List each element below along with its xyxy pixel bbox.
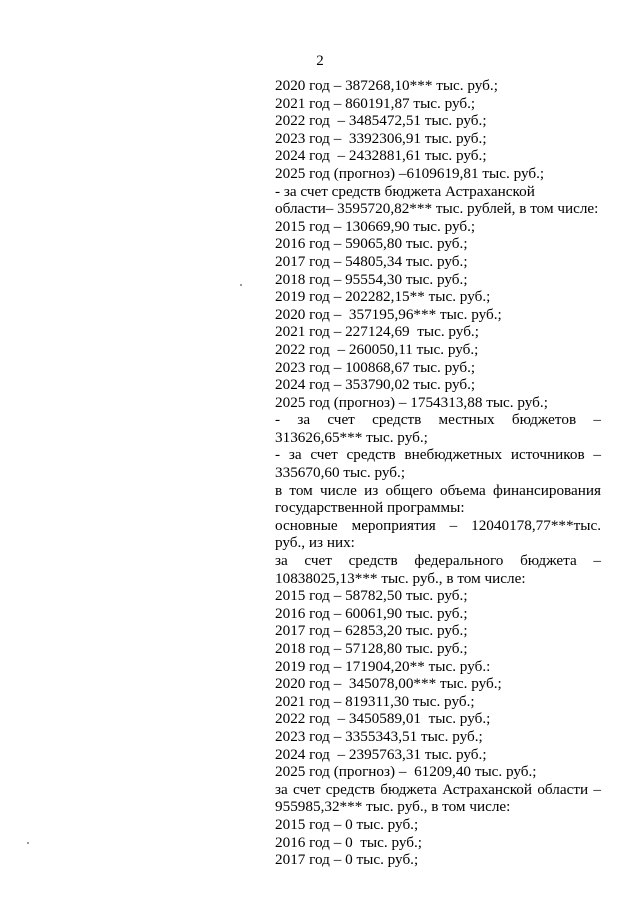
text-line: 2024 год – 2395763,31 тыс. руб.; (275, 745, 487, 763)
text-line: 2015 год – 130669,90 тыс. руб.; (275, 217, 476, 235)
financing-text-block (275, 77, 601, 869)
text-line: 2023 год – 3355343,51 тыс. руб.; (275, 727, 483, 745)
text-line: основные мероприятия – 12040178,77***тыс. (275, 516, 601, 534)
text-line: 2023 год – 3392306,91 тыс. руб.; (275, 129, 487, 147)
text-line: области– 3595720,82*** тыс. рублей, в том числе: (275, 200, 599, 218)
scan-speck (240, 284, 242, 286)
text-line: 2025 год (прогноз) – 1754313,88 тыс. руб.; (275, 393, 548, 411)
text-line: 2019 год – 171904,20** тыс. руб.: (275, 657, 491, 675)
text-line: - за счет средств внебюджетных источников – (275, 446, 601, 464)
text-line: 2017 год – 0 тыс. руб.; (275, 851, 419, 869)
text-line: 335670,60 тыс. руб.; (275, 464, 406, 482)
text-line: 955985,32*** тыс. руб., в том числе: (275, 798, 511, 816)
text-line: в том числе из общего объема финансирования (275, 481, 601, 499)
text-line: 10838025,13*** тыс. руб., в том числе: (275, 569, 526, 587)
text-line: 2016 год – 0 тыс. руб.; (275, 833, 422, 851)
text-line: 2015 год – 58782,50 тыс. руб.; (275, 587, 468, 605)
text-line: 2018 год – 95554,30 тыс. руб.; (275, 270, 468, 288)
text-line: руб., из них: (275, 534, 355, 552)
text-line: 2017 год – 62853,20 тыс. руб.; (275, 622, 468, 640)
text-line: 2024 год – 353790,02 тыс. руб.; (275, 376, 476, 394)
text-line: - за счет средств местных бюджетов – (275, 411, 601, 429)
text-line: 2022 год – 3450589,01 тыс. руб.; (275, 710, 491, 728)
text-line: 2020 год – 387268,10*** тыс. руб.; (275, 77, 498, 94)
text-line: 2020 год – 345078,00*** тыс. руб.; (275, 675, 502, 693)
text-line: 2016 год – 59065,80 тыс. руб.; (275, 235, 468, 253)
text-line: за счет средств федерального бюджета – (275, 552, 601, 570)
text-line: 2015 год – 0 тыс. руб.; (275, 815, 419, 833)
text-line: за счет средств бюджета Астраханской области – (275, 780, 601, 798)
text-line: 2021 год – 860191,87 тыс. руб.; (275, 94, 476, 112)
text-line: 2019 год – 202282,15** тыс. руб.; (275, 288, 491, 306)
text-line: 2024 год – 2432881,61 тыс. руб.; (275, 147, 487, 165)
text-line: 2018 год – 57128,80 тыс. руб.; (275, 640, 468, 657)
text-line: 2016 год – 60061,90 тыс. руб.; (275, 604, 468, 622)
text-line: 2022 год – 3485472,51 тыс. руб.; (275, 112, 487, 130)
text-line: 2022 год – 260050,11 тыс. руб.; (275, 340, 479, 358)
text-line: - за счет средств бюджета Астраханской (275, 182, 535, 200)
text-line: 2023 год – 100868,67 тыс. руб.; (275, 358, 476, 376)
text-line: 2025 год (прогноз) –6109619,81 тыс. руб.; (275, 164, 545, 182)
page-number: 2 (316, 53, 324, 69)
text-line: 2020 год – 357195,96*** тыс. руб.; (275, 305, 502, 323)
scan-speck (27, 842, 29, 844)
text-line: 2025 год (прогноз) – 61209,40 тыс. руб.; (275, 763, 537, 781)
text-line: 2021 год – 227124,69 тыс. руб.; (275, 323, 479, 341)
text-line: 2021 год – 819311,30 тыс. руб.; (275, 692, 475, 710)
text-line: государственной программы: (275, 499, 465, 517)
text-line: 2017 год – 54805,34 тыс. руб.; (275, 252, 468, 270)
text-line: 313626,65*** тыс. руб.; (275, 428, 428, 446)
